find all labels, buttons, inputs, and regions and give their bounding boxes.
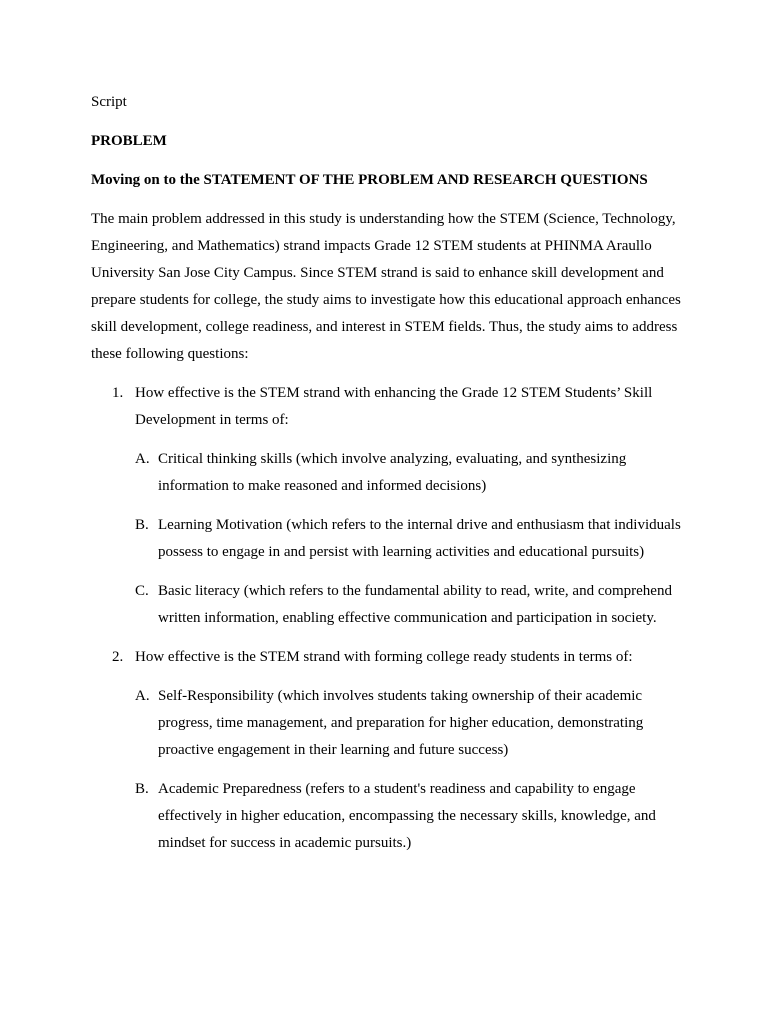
- sub-item-letter: B.: [135, 517, 149, 533]
- sub-item-text: Basic literacy (which refers to the fundamental ability to read, write, and comprehend written information, enabling effective communication and participation in society.: [158, 583, 672, 626]
- section-subheading: Moving on to the STATEMENT OF THE PROBLEM AND RESEARCH QUESTIONS: [91, 172, 648, 188]
- sub-item-letter: C.: [135, 583, 149, 599]
- sub-item-text: Critical thinking skills (which involve analyzing, evaluating, and synthesizing information to make reasoned and informed decisions): [158, 451, 627, 494]
- sub-item-letter: B.: [135, 781, 149, 797]
- question-text: How effective is the STEM strand with forming college ready students in terms of:: [135, 649, 633, 665]
- research-question-2: [91, 644, 691, 857]
- sub-item-text: Academic Preparedness (refers to a student's readiness and capability to engage effectively in higher education, encompassing the necessary skills, knowledge, and mindset for success in academic pursuits.): [158, 781, 656, 851]
- sub-item: [135, 446, 691, 500]
- research-question-1: [91, 380, 691, 632]
- question-sub-list: [135, 446, 691, 632]
- section-heading: PROBLEM: [91, 133, 167, 149]
- research-questions-list: [91, 380, 691, 857]
- document-page: [91, 89, 691, 869]
- sub-item: [135, 512, 691, 566]
- question-text: How effective is the STEM strand with enhancing the Grade 12 STEM Students’ Skill Development in terms of:: [135, 385, 653, 428]
- question-number: 1.: [112, 385, 124, 401]
- sub-item: [135, 578, 691, 632]
- sub-item-text: Learning Motivation (which refers to the internal drive and enthusiasm that individuals possess to engage in and persist with learning activities and educational pursuits): [158, 517, 681, 560]
- sub-item: [135, 683, 691, 764]
- sub-item-text: Self-Responsibility (which involves students taking ownership of their academic progress, time management, and preparation for higher education, demonstrating proactive engagement in their learning and future success): [158, 688, 644, 758]
- question-sub-list: [135, 683, 691, 857]
- sub-item: [135, 776, 691, 857]
- intro-paragraph: The main problem addressed in this study is understanding how the STEM (Science, Technology, Engineering, and Mathematics) strand impacts Grade 12 STEM students at PHINMA Araullo University San Jose City Campus. Since STEM strand is said to enhance skill development and prepare students for college, the study aims to investigate how this educational approach enhances skill development, college readiness, and interest in STEM fields. Thus, the study aims to address these following questions:: [91, 211, 681, 362]
- sub-item-letter: A.: [135, 688, 150, 704]
- document-label: Script: [91, 94, 127, 110]
- question-number: 2.: [112, 649, 124, 665]
- sub-item-letter: A.: [135, 451, 150, 467]
